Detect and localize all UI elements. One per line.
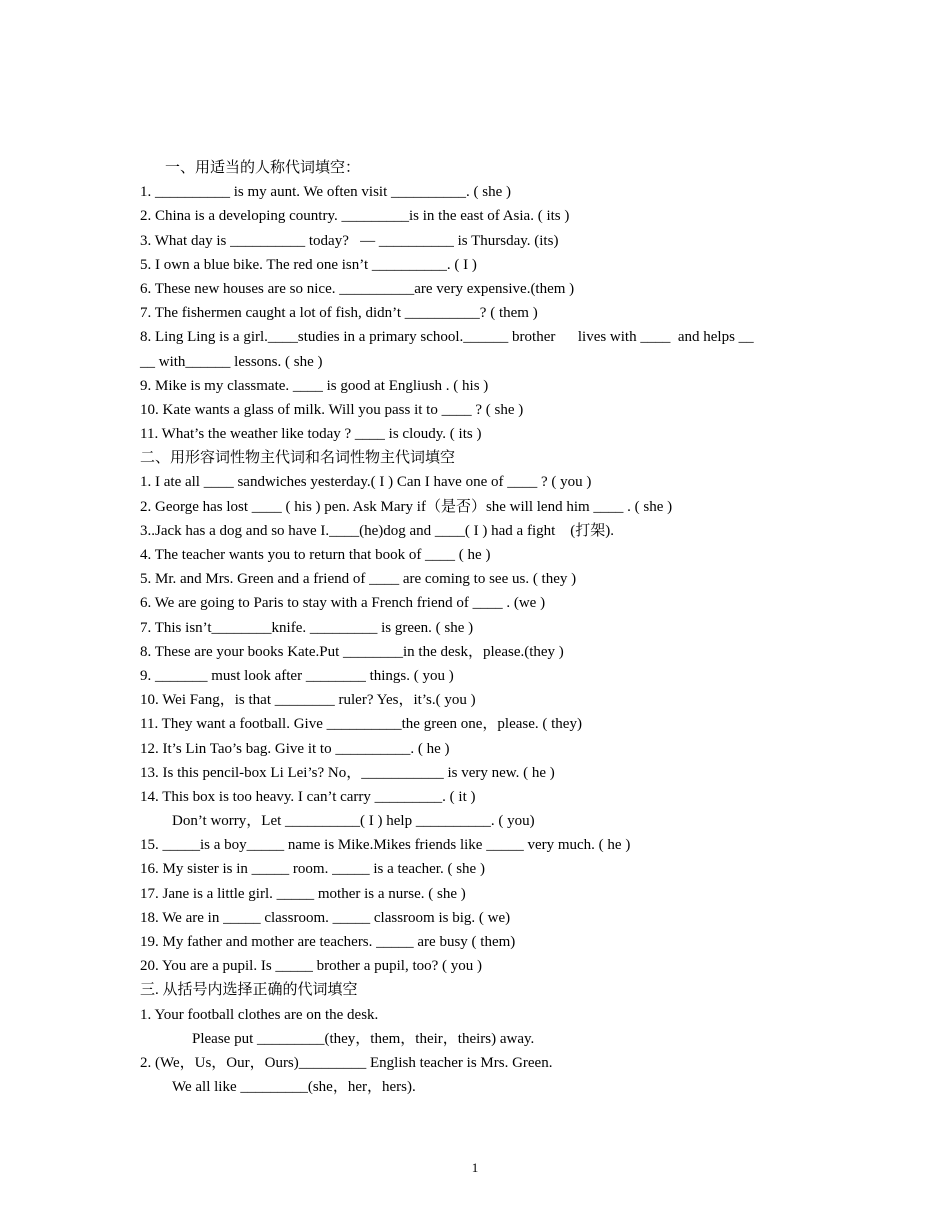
document-line: 14. This box is too heavy. I can’t carry _________. ( it ) [140,788,476,805]
document-line: We all like _________(she，her，hers). [172,1079,416,1096]
document-line: 18. We are in _____ classroom. _____ classroom is big. ( we) [140,909,511,926]
document-line: 3..Jack has a dog and so have I.____(he)dog and ____( I ) had a fight (打架). [140,522,615,539]
document-line: 6. We are going to Paris to stay with a French friend of ____ . (we ) [140,595,546,612]
exercise-body [140,156,830,1099]
document-line: 1. I ate all ____ sandwiches yesterday.( I ) Can I have one of ____ ? ( you ) [140,474,592,491]
document-line: 13. Is this pencil-box Li Lei’s? No，___________ is very new. ( he ) [140,764,555,781]
document-line: 1. Your football clothes are on the desk. [140,1006,379,1023]
document-line: Please put _________(they，them，their，theirs) away. [192,1030,535,1047]
document-line: 16. My sister is in _____ room. _____ is a teacher. ( she ) [140,861,485,878]
document-line: 1. __________ is my aunt. We often visit __________. ( she ) [140,184,511,201]
document-line: 9. Mike is my classmate. ____ is good at Engliush . ( his ) [140,377,489,394]
document-line: 15. _____is a boy_____ name is Mike.Mikes friends like _____ very much. ( he ) [140,837,631,854]
document-line: 2. China is a developing country. _________is in the east of Asia. ( its ) [140,208,570,225]
document-line: 8. These are your books Kate.Put ________in the desk，please.(they ) [140,643,564,660]
document-line: 8. Ling Ling is a girl.____studies in a primary school.______ brother lives with ____ and helps __ [140,329,754,346]
document-line: 7. The fishermen caught a lot of fish, didn’t __________? ( them ) [140,305,538,322]
document-line: 三. 从括号内选择正确的代词填空 [140,982,358,999]
document-line: 9. _______ must look after ________ things. ( you ) [140,667,454,684]
document-line: 2. (We，Us，Our，Ours)_________ English teacher is Mrs. Green. [140,1054,553,1071]
document-line: Don’t worry，Let __________( I ) help __________. ( you) [172,813,535,830]
document-line: 7. This isn’t________knife. _________ is green. ( she ) [140,619,474,636]
document-line: 11. What’s the weather like today ? ____ is cloudy. ( its ) [140,426,482,443]
document-line: __ with______ lessons. ( she ) [140,353,323,370]
document-line: 10. Kate wants a glass of milk. Will you pass it to ____ ? ( she ) [140,401,524,418]
document-line: 二、用形容词性物主代词和名词性物主代词填空 [140,450,456,467]
page-number: 1 [471,1160,479,1175]
document-line: 17. Jane is a little girl. _____ mother is a nurse. ( she ) [140,885,466,902]
document-line: 6. These new houses are so nice. __________are very expensive.(them ) [140,280,575,297]
document-line: 2. George has lost ____ ( his ) pen. Ask Mary if（是否）she will lend him ____ . ( she ) [140,498,673,515]
document-line: 5. I own a blue bike. The red one isn’t __________. ( I ) [140,256,477,273]
document-line: 20. You are a pupil. Is _____ brother a pupil, too? ( you ) [140,958,483,975]
document-line: 一、用适当的人称代词填空： [165,160,361,176]
document-line: 19. My father and mother are teachers. _____ are busy ( them) [140,934,516,950]
document-line: 10. Wei Fang，is that ________ ruler? Yes，it’s.( you ) [140,692,476,709]
document-line: 12. It’s Lin Tao’s bag. Give it to __________. ( he ) [140,740,450,757]
document-line: 11. They want a football. Give __________the green one，please. ( they) [140,716,582,733]
document-line: 5. Mr. and Mrs. Green and a friend of ____ are coming to see us. ( they ) [140,571,577,588]
document-line: 4. The teacher wants you to return that book of ____ ( he ) [140,547,491,563]
document-line: 3. What day is __________ today? — __________ is Thursday. (its) [140,232,559,249]
